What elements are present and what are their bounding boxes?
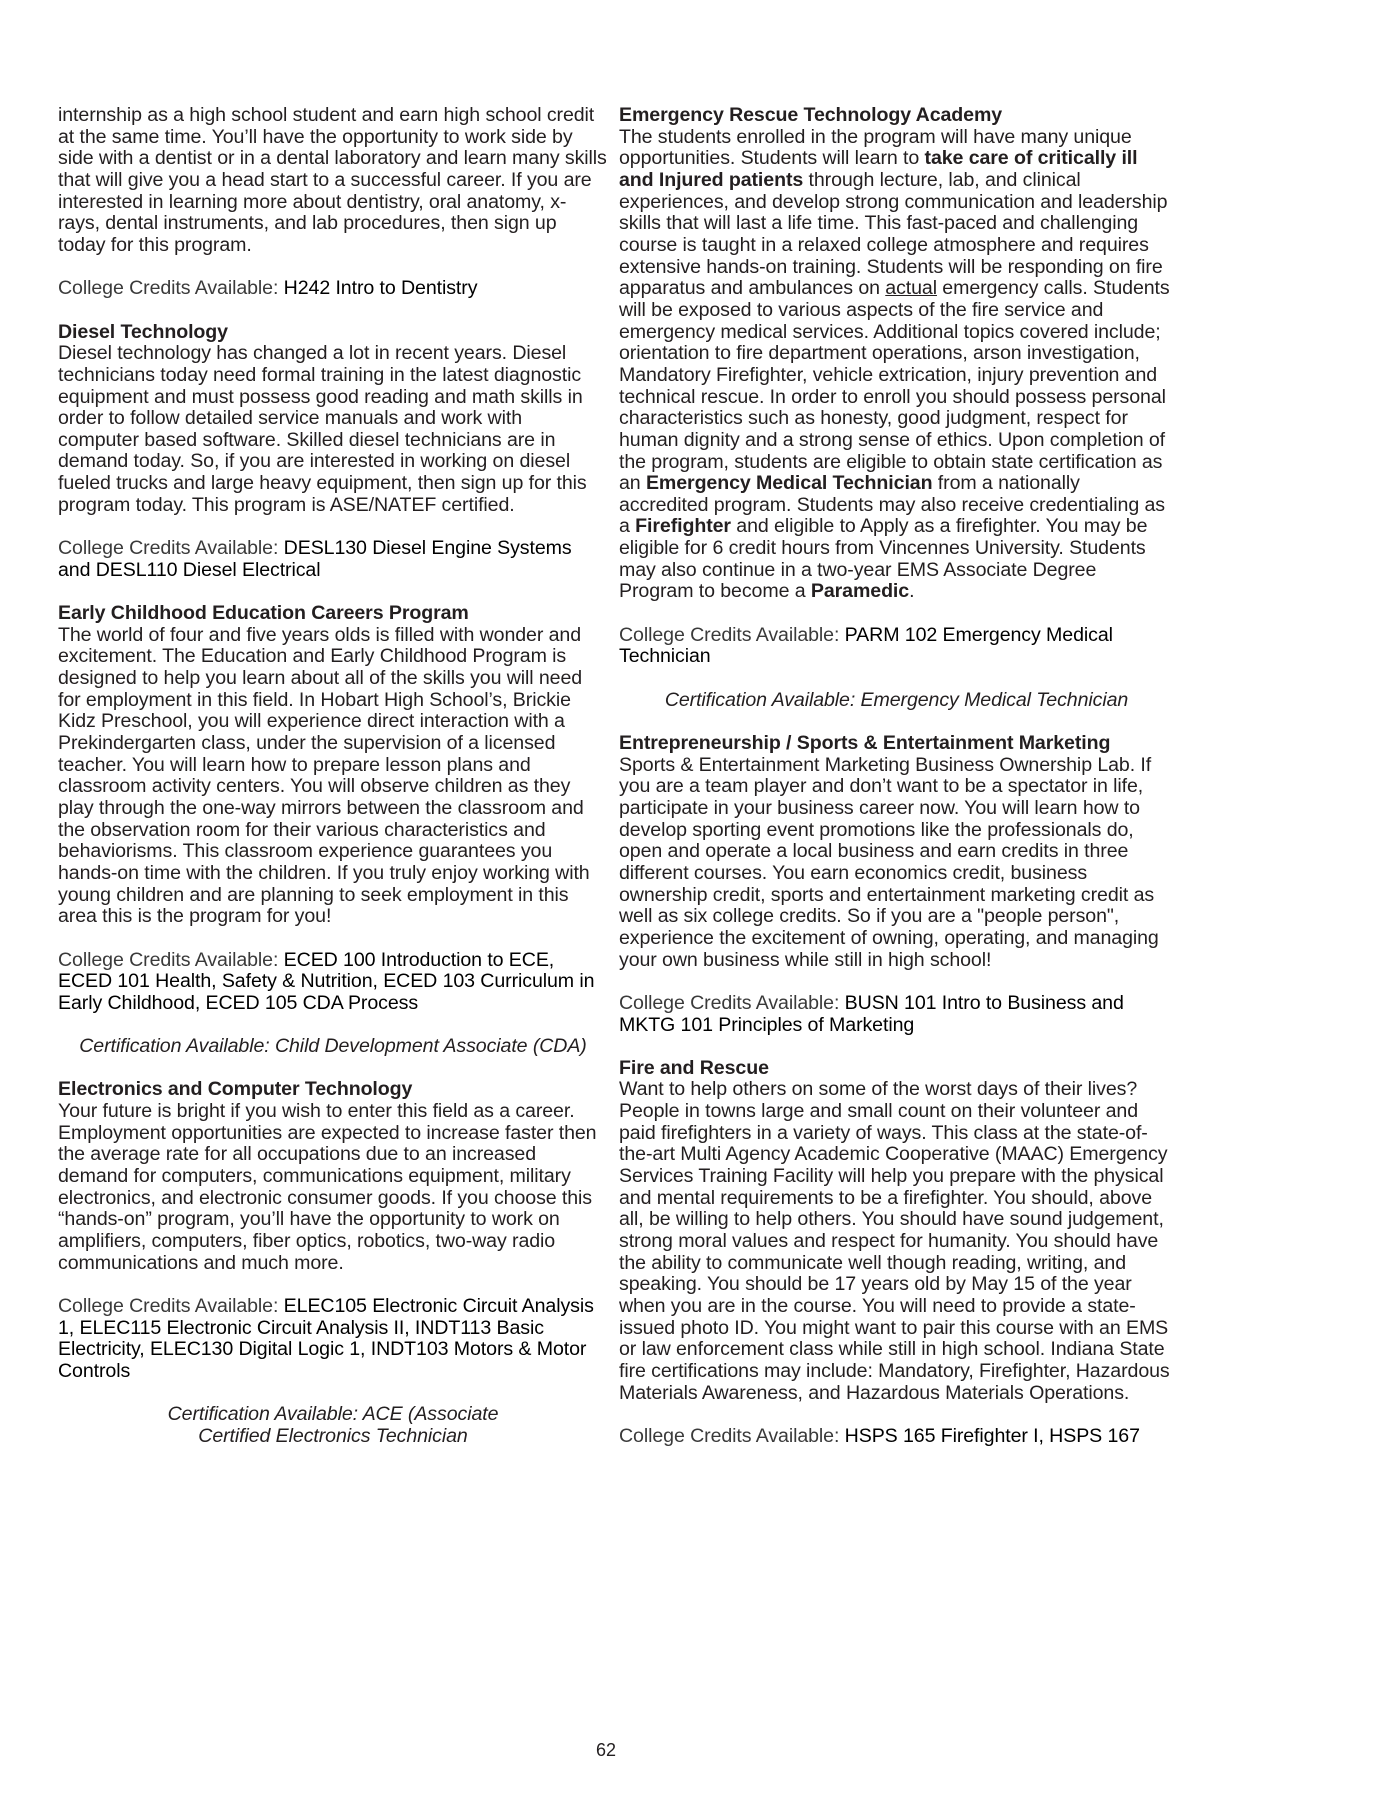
fire-rescue-credits	[619, 1426, 1174, 1448]
spacer	[58, 928, 608, 950]
emergency-rescue-credits	[619, 625, 1174, 668]
emphasis-text: Emergency Medical Technician	[645, 472, 933, 495]
spacer	[58, 1274, 608, 1296]
electronics-credits	[58, 1296, 608, 1383]
credits-courses: DESL130 Diesel Engine Systems and DESL110 Diesel Electrical	[58, 537, 572, 581]
early-childhood-credits	[58, 950, 608, 1015]
body-text: The students enrolled in the program will have many unique opportunities. Students will learn to	[619, 125, 1132, 170]
credits-label: College Credits Available:	[58, 537, 284, 560]
emergency-rescue-body	[619, 127, 1174, 603]
entrepreneurship-section	[619, 733, 1174, 1036]
credits-label: College Credits Available:	[58, 1294, 284, 1317]
dental-intro-section	[58, 105, 608, 300]
credits-courses: HSPS 165 Firefighter I, HSPS 167	[844, 1424, 1140, 1447]
electronics-body: Your future is bright if you wish to enter this field as a career. Employment opportunities are expected to increase faster then the average rate for all occupations due to an increased demand for computers, communications equipment, military electronics, and electronic consumer goods. If you choose this “hands-on” program, you’ll have the opportunity to work on amplifiers, computers, fiber optics, robotics, two-way radio communications and much more.	[58, 1100, 597, 1274]
early-childhood-section	[58, 603, 608, 1058]
emergency-rescue-heading: Emergency Rescue Technology Academy	[619, 104, 1003, 126]
spacer	[58, 257, 608, 279]
early-childhood-body: The world of four and five years olds is filled with wonder and excitement. The Education and Early Childhood Program is designed to help you learn about all of the skills you will need for employment in this field. In Hobart High School’s, Brickie Kidz Preschool, you will experience direct interaction with a Prekindergarten class, under the supervision of a licensed teacher. You will learn how to prepare lesson plans and classroom activity centers. You will observe children as they play through the one-way mirrors between the classroom and the observation room for their various characteristics and behaviorisms. This classroom experience guarantees you hands-on time with the children. If you truly enjoy working with young children and are planning to seek employment in this area this is the program for you!	[58, 623, 590, 928]
right-column	[619, 105, 1174, 1469]
entrepreneurship-credits	[619, 993, 1174, 1036]
electronics-certification-line-2: Certified Electronics Technician	[198, 1424, 468, 1447]
electronics-certification-line-1: Certification Available: ACE (Associate	[167, 1403, 499, 1426]
body-text: emergency calls. Students will be exposed to various aspects of the fire service and emergency medical services. Additional topics covered include; orientation to fire department operations, arson investigation, Mandatory Firefighter, vehicle extrication, injury prevention and technical rescue. In order to enroll you should possess personal characteristics such as honesty, good judgment, respect for human dignity and a strong sense of ethics. Upon completion of the program, students are eligible to obtain state certification as an	[619, 277, 1170, 495]
entrepreneurship-heading: Entrepreneurship / Sports & Entertainment Marketing	[619, 731, 1111, 754]
body-text: .	[909, 580, 915, 603]
credits-label: College Credits Available:	[619, 1424, 845, 1447]
diesel-body: Diesel technology has changed a lot in recent years. Diesel technicians today need formal training in the latest diagnostic equipment and must possess good reading and math skills in order to follow detailed service manuals and work with computer based software. Skilled diesel technicians are in demand today. So, if you are interested in working on diesel fueled trucks and large heavy equipment, then sign up for this program today. This program is ASE/NATEF certified.	[58, 342, 587, 516]
diesel-heading: Diesel Technology	[58, 320, 228, 343]
body-text: from a nationally accredited program. Students may also receive credentialing as a	[619, 472, 1165, 538]
emergency-rescue-certification: Certification Available: Emergency Medical Technician	[664, 688, 1129, 711]
spacer	[619, 971, 1174, 993]
electronics-section	[58, 1079, 608, 1447]
dental-credits	[58, 278, 608, 300]
credits-label: College Credits Available:	[58, 277, 284, 300]
credits-label: College Credits Available:	[619, 623, 845, 646]
left-column	[58, 105, 608, 1469]
page-number: 62	[595, 1740, 617, 1760]
emphasis-text: Paramedic	[810, 580, 910, 603]
underlined-text: actual	[885, 277, 937, 300]
fire-rescue-section	[619, 1058, 1174, 1448]
emergency-rescue-section	[619, 105, 1174, 711]
electronics-certification	[58, 1404, 608, 1447]
entrepreneurship-body: Sports & Entertainment Marketing Business Ownership Lab. If you are a team player and don’t want to be a spectator in life, participate in your business career now. You will learn how to develop sporting event promotions like the professionals do, open and operate a local business and earn credits in three different courses. You earn economics credit, business ownership credit, sports and entertainment marketing credit as well as six college credits. So if you are a "people person", experience the excitement of owning, operating, and managing your own business while still in high school!	[619, 753, 1159, 971]
credits-courses: ELEC105 Electronic Circuit Analysis 1, ELEC115 Electronic Circuit Analysis II, INDT113 Basic Electricity, ELEC130 Digital Logic 1, INDT103 Motors & Motor Controls	[58, 1294, 594, 1382]
body-text: through lecture, lab, and clinical experiences, and develop strong communication and leadership skills that will last a life time. This fast-paced and challenging course is taught in a relaxed college atmosphere and requires extensive hands-on training. Students will be responding on fire apparatus and ambulances on	[619, 168, 1168, 300]
dental-intro-body: internship as a high school student and earn high school credit at the same time. You’ll have the opportunity to work side by side with a dentist or in a dental laboratory and learn many skills that will give you a head start to a successful career. If you are interested in learning more about dentistry, oral anatomy, x-rays, dental instruments, and lab procedures, then sign up today for this program.	[58, 104, 607, 256]
diesel-section	[58, 322, 608, 582]
credits-courses: BUSN 101 Intro to Business and MKTG 101 Principles of Marketing	[619, 991, 1124, 1036]
credits-label: College Credits Available:	[58, 948, 284, 971]
spacer	[58, 516, 608, 538]
fire-rescue-body: Want to help others on some of the worst days of their lives? People in towns large and small count on their volunteer and paid firefighters in a variety of ways. This class at the state-of-the-art Multi Agency Academic Cooperative (MAAC) Emergency Services Training Facility will help you prepare with the physical and mental requirements to be a firefighter. You should, above all, be willing to help others. You should have sound judgement, strong moral values and respect for humanity. You should have the ability to communicate well though reading, writing, and speaking. You should be 17 years old by May 15 of the year when you are in the course. You will need to provide a state-issued photo ID. You might want to pair this course with an EMS or law enforcement class while still in high school. Indiana State fire certifications may include: Mandatory, Firefighter, Hazardous Materials Awareness, and Hazardous Materials Operations.	[619, 1078, 1170, 1404]
diesel-credits	[58, 538, 608, 581]
fire-rescue-heading: Fire and Rescue	[619, 1056, 769, 1079]
spacer	[619, 1404, 1174, 1426]
credits-courses: ECED 100 Introduction to ECE, ECED 101 Health, Safety & Nutrition, ECED 103 Curriculum in Early Childhood, ECED 105 CDA Process	[58, 948, 595, 1014]
body-text: and eligible to Apply as a firefighter. You may be eligible for 6 credit hours from Vincennes University. Students may also continue in a two-year EMS Associate Degree Program to become a	[619, 515, 1148, 603]
credits-courses: PARM 102 Emergency Medical Technician	[619, 623, 1113, 668]
emphasis-text: Firefighter	[635, 515, 731, 538]
emphasis-text: take care of critically ill and Injured patients	[619, 147, 1138, 191]
early-childhood-heading: Early Childhood Education Careers Program	[58, 602, 469, 625]
credits-label: College Credits Available:	[619, 991, 845, 1014]
early-childhood-certification: Certification Available: Child Development Associate (CDA)	[79, 1035, 587, 1058]
electronics-heading: Electronics and Computer Technology	[58, 1078, 413, 1101]
credits-courses: H242 Intro to Dentistry	[283, 277, 478, 300]
spacer	[619, 603, 1174, 625]
